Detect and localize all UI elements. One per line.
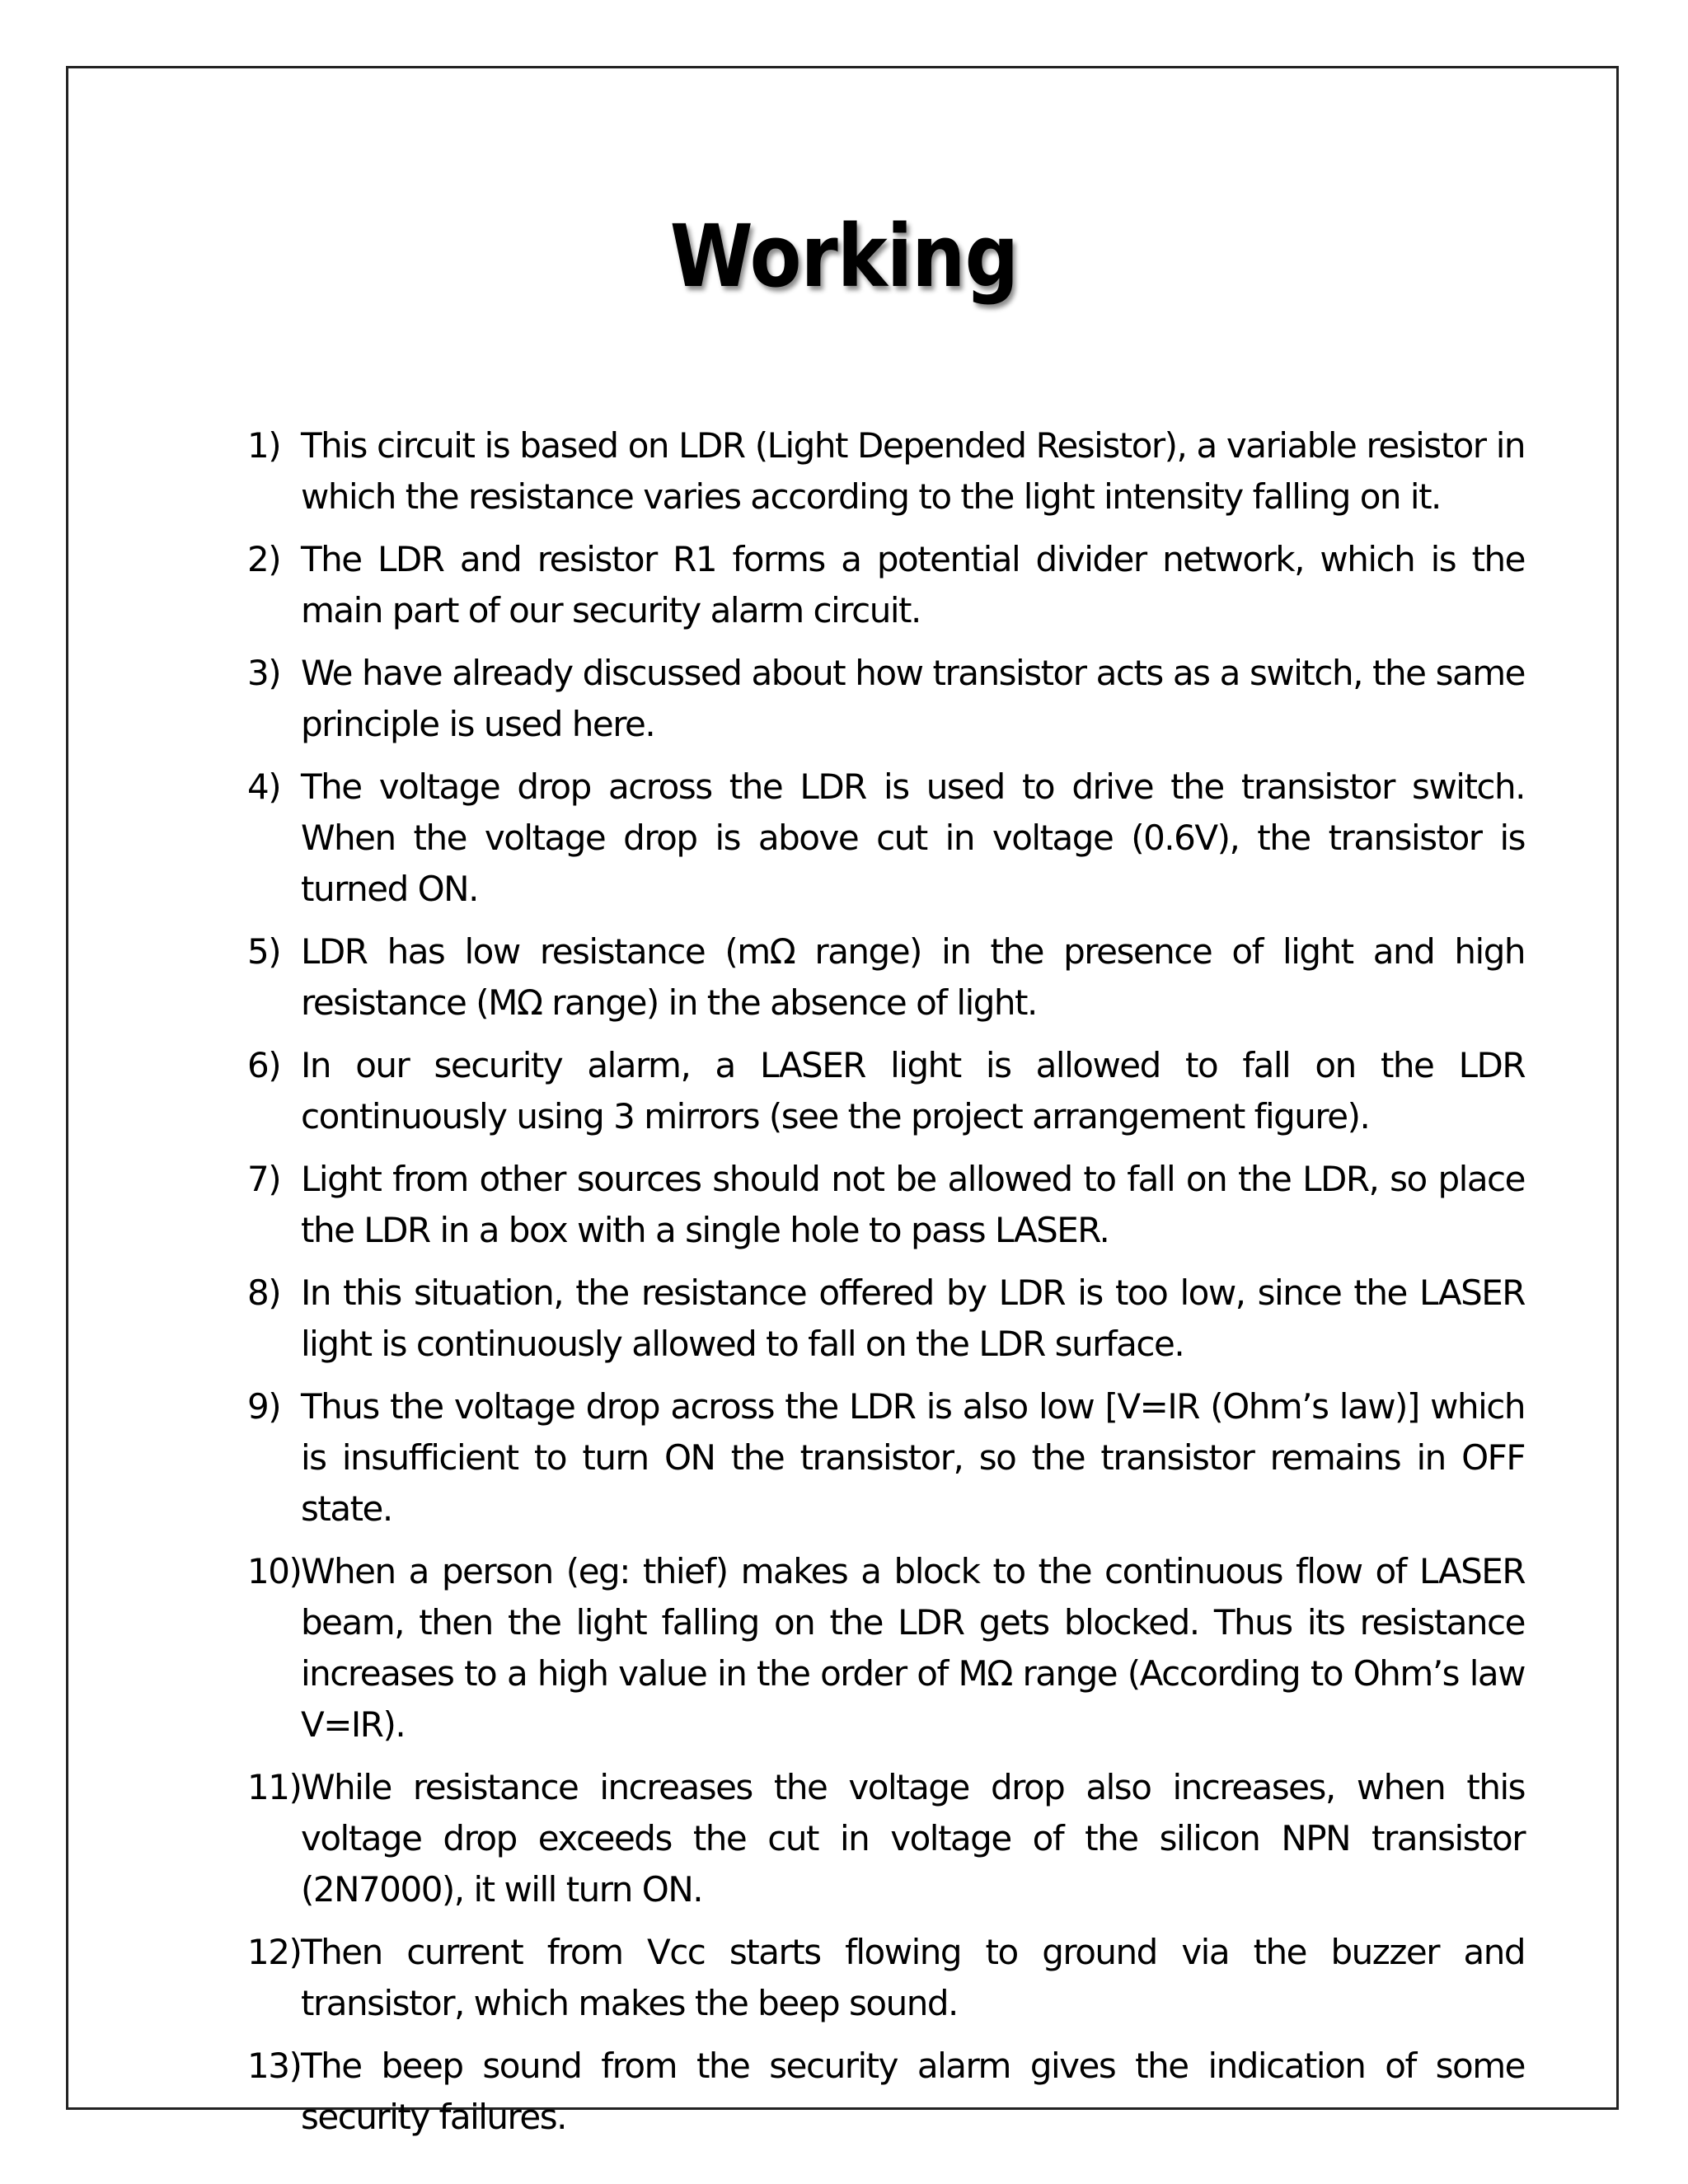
step-number: 5) (247, 931, 281, 972)
step-number: 12) (247, 1932, 302, 1972)
step-6 (247, 1040, 1525, 1142)
step-text: In this situation, the resistance offered by LDR is too low, since the LASER light is continuously allowed to fall on the LDR surface. (301, 1272, 1525, 1364)
step-5 (247, 926, 1525, 1029)
step-12 (247, 1927, 1525, 2029)
steps-list (247, 420, 1525, 2154)
step-text: The beep sound from the security alarm gives the indication of some security failures. (301, 2046, 1525, 2137)
step-number: 6) (247, 1045, 281, 1085)
step-text: We have already discussed about how transistor acts as a switch, the same principle is used here. (301, 653, 1525, 744)
step-1 (247, 420, 1525, 523)
step-number: 1) (247, 425, 281, 466)
step-number: 11) (247, 1767, 302, 1807)
step-text: The LDR and resistor R1 forms a potential divider network, which is the main part of our security alarm circuit. (301, 539, 1525, 630)
step-text: The voltage drop across the LDR is used to drive the transistor switch. When the voltage drop is above cut in voltage (0.6V), the transistor is turned ON. (301, 766, 1525, 909)
step-7 (247, 1154, 1525, 1256)
page-title: Working (669, 206, 1019, 307)
step-text: This circuit is based on LDR (Light Depended Resistor), a variable resistor in which the resistance varies according to the light intensity falling on it. (301, 425, 1525, 517)
step-text: Then current from Vcc starts flowing to ground via the buzzer and transistor, which makes the beep sound. (301, 1932, 1525, 2023)
step-text: While resistance increases the voltage drop also increases, when this voltage drop exceeds the cut in voltage of the silicon NPN transistor (2N7000), it will turn ON. (301, 1767, 1525, 1910)
step-number: 3) (247, 653, 281, 693)
step-13 (247, 2041, 1525, 2143)
step-number: 9) (247, 1386, 281, 1427)
step-text: In our security alarm, a LASER light is allowed to fall on the LDR continuously using 3 mirrors (see the project arrangement figure). (301, 1045, 1525, 1137)
step-number: 13) (247, 2046, 302, 2086)
step-4 (247, 762, 1525, 915)
step-10 (247, 1546, 1525, 1750)
step-number: 8) (247, 1272, 281, 1313)
step-3 (247, 648, 1525, 750)
step-11 (247, 1762, 1525, 1915)
step-number: 2) (247, 539, 281, 579)
step-text: Light from other sources should not be allowed to fall on the LDR, so place the LDR in a box with a single hole to pass LASER. (301, 1159, 1525, 1250)
step-text: Thus the voltage drop across the LDR is also low [V=IR (Ohm’s law)] which is insufficient to turn ON the transistor, so the transistor remains in OFF state. (301, 1386, 1525, 1529)
step-number: 10) (247, 1551, 302, 1591)
step-number: 4) (247, 766, 281, 807)
step-8 (247, 1268, 1525, 1370)
step-text: When a person (eg: thief) makes a block to the continuous flow of LASER beam, then the light falling on the LDR gets blocked. Thus its resistance increases to a high value in the order of MΩ range (According to Ohm’s law V=IR). (301, 1551, 1525, 1745)
step-2 (247, 534, 1525, 636)
step-text: LDR has low resistance (mΩ range) in the presence of light and high resistance (MΩ range) in the absence of light. (301, 931, 1525, 1023)
step-number: 7) (247, 1159, 281, 1199)
step-9 (247, 1381, 1525, 1535)
